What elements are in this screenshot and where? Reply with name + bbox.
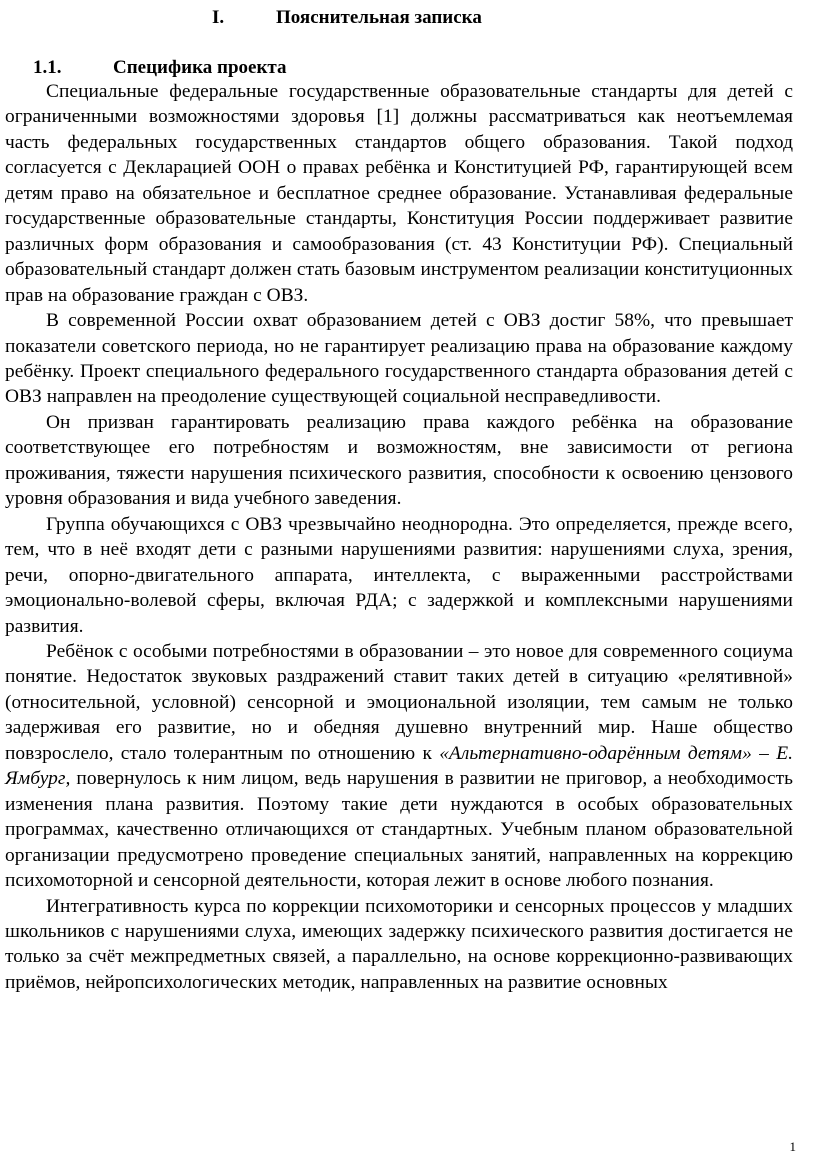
quoted-phrase: «Альтернативно-одарённым детям» – Е. Ямбург,: [5, 742, 794, 790]
section-number: 1.1.: [33, 57, 62, 78]
paragraph: Группа обучающихся с ОВЗ чрезвычайно неоднородна. Это определяется, прежде всего, тем, что в неё входят дети с разными нарушениями развития: нарушениями слуха, зрения, речи, опорно-двигательного аппарата, интеллекта, с выраженными расстройствами эмоционально-волевой сферы, включая РДА; с задержкой и комплексными нарушениями развития.: [5, 513, 793, 637]
chapter-title: Пояснительная записка: [276, 7, 482, 28]
section-title: Специфика проекта: [113, 57, 287, 78]
paragraph: В современной России охват образованием детей с ОВЗ достиг 58%, что превышает показатели советского периода, но не гарантирует реализацию права на образование каждому ребёнку. Проект специального федерального государственного стандарта образования детей с ОВЗ направлен на преодоление существующей социальной несправедливости.: [5, 310, 793, 408]
chapter-number: I.: [212, 7, 225, 28]
body-text: [5, 79, 793, 995]
page-number: 1: [789, 1139, 796, 1154]
paragraph: Интегративность курса по коррекции психомоторики и сенсорных процессов у младших школьников с нарушениями слуха, имеющих задержку психического развития достигается не только за счёт межпредметных связей, а параллельно, на основе коррекционно-развивающих приёмов, нейропсихологических методик, направленных на развитие основных: [5, 895, 793, 993]
paragraph-text: повернулось к ним лицом, ведь нарушения в развитии не приговор, а необходимость изменения плана развития. Поэтому такие дети нуждаются в особых образовательных программах, качественно отличающихся от стандартных. Учебным планом образовательной организации предусмотрено проведение специальных занятий, направленных на коррекцию психомоторной и сенсорной деятельности, которая лежит в основе любого познания.: [5, 768, 793, 892]
paragraph: Он призван гарантировать реализацию права каждого ребёнка на образование соответствующее его потребностям и возможностям, вне зависимости от региона проживания, тяжести нарушения психического развития, способности к освоению цензового уровня образования и вида учебного заведения.: [5, 411, 793, 510]
paragraph: Специальные федеральные государственные образовательные стандарты для детей с ограниченными возможностями здоровья [1] должны рассматриваться как неотъемлемая часть федеральных государственных стандартов общего образования. Такой подход согласуется с Декларацией ООН о правах ребёнка и Конституцией РФ, гарантирующей всем детям право на обязательное и бесплатное среднее образование. Устанавливая федеральные государственные образовательные стандарты, Конституция России поддерживает развитие различных форм образования и самообразования (ст. 43 Конституции РФ). Специальный образовательный стандарт должен стать базовым инструментом реализации конституционных прав на образование граждан с ОВЗ.: [5, 81, 793, 306]
paragraph: [5, 639, 793, 894]
paragraph-text: Ребёнок с особыми потребностями в образовании – это новое для современного социума понятие. Недостаток звуковых раздражений ставит таких детей в ситуацию «релятивной» (относительной, условной) сенсорной и эмоциональной изоляции, тем самым не только задерживая его развитие, но и обедняя душевно внутренний мир. Наше общество повзрослело, стало толерантным по отношению к: [5, 640, 793, 764]
